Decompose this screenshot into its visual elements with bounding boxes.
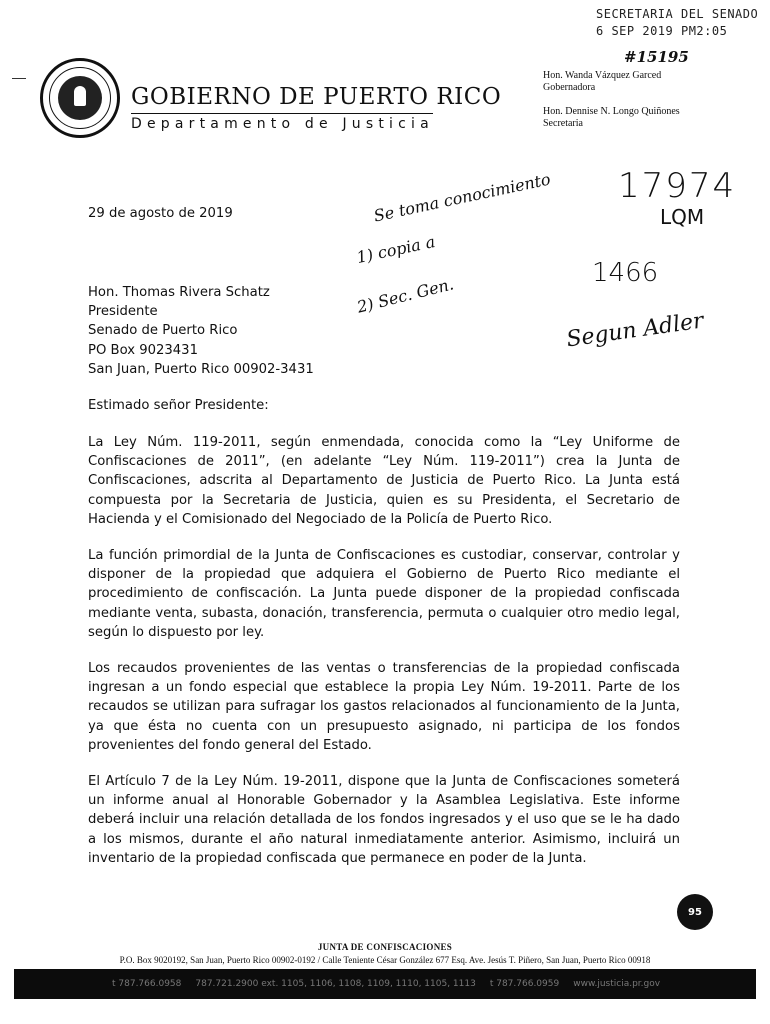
- official-name: Hon. Dennise N. Longo Quiñones: [543, 106, 680, 117]
- government-seal: [40, 58, 120, 138]
- footer-phone: t 787.766.0958: [112, 979, 182, 989]
- body-paragraph: El Artículo 7 de la Ley Núm. 19-2011, dispone que la Junta de Confiscaciones someterá un informe anual al Honorable Gobernador y la Asamblea Legislativa. Este informe deberá incluir una relación detallada de los fondos ingresados y el uso que se le ha dado a los mismos, durante el año natural inmediatamente anterior. Asimismo, incluirá un inventario de la propiedad confiscada que permanece en poder de la Junta.: [88, 774, 680, 866]
- recipient-line: Senado de Puerto Rico: [88, 323, 238, 339]
- footer-title: JUNTA DE CONFISCACIONES: [317, 942, 453, 952]
- letter-date: 29 de agosto de 2019: [88, 206, 233, 221]
- footer-address: P.O. Box 9020192, San Juan, Puerto Rico 00902-0192 / Calle Teniente César González 677 Esq. Ave. Jesús T. Piñero, San Juan, Puerto Rico 00918: [119, 955, 651, 965]
- footer-fax: 787.721.2900 ext. 1105, 1106, 1108, 1109, 1110, 1105, 1113: [195, 979, 476, 989]
- recipient-line: Presidente: [88, 304, 158, 320]
- body-paragraph: Los recaudos provenientes de las ventas o transferencias de la propiedad confiscada ingresan a un fondo especial que establece la propia Ley Núm. 19-2011. Parte de los recaudos se utilizan para sufragar los gastos relacionados al funcionamiento de la Junta, ya que ésta no cuenta con un presupuesto asignado, ni participa de los fondos provenientes del fondo general del Estado.: [88, 661, 680, 753]
- handwritten-number: 1466: [592, 258, 659, 288]
- department-name: Departamento de Justicia: [131, 116, 434, 132]
- seal-emblem-icon: [58, 76, 102, 120]
- received-stamp: [596, 6, 758, 40]
- recipient-line: San Juan, Puerto Rico 00902-3431: [88, 361, 314, 377]
- handwritten-note: 2) Sec. Gen.: [355, 274, 456, 317]
- officials-block: [543, 70, 680, 130]
- recipient-line: Hon. Thomas Rivera Schatz: [88, 285, 270, 300]
- official-role: Gobernadora: [543, 82, 596, 93]
- handwritten-initials: LQM: [660, 205, 705, 229]
- body-paragraph: La Ley Núm. 119-2011, según enmendada, conocida como la “Ley Uniforme de Confiscaciones de 2011”, (en adelante “Ley Núm. 119-2011”) crea la Junta de Confiscaciones, adscrita al Departamento de Justicia de Puerto Rico. La Junta está compuesta por la Secretaria de Justicia, quien es su Presidenta, el Secretario de Hacienda y el Comisionado del Negociado de la Policía de Puerto Rico.: [88, 435, 680, 527]
- stamp-date: 6 SEP 2019 PM2:05: [596, 24, 728, 38]
- footer-phone-2: t 787.766.0959: [489, 979, 560, 989]
- stamp-office: SECRETARIA DEL SENADO: [596, 7, 759, 21]
- handwritten-note: Segun Adler: [564, 308, 706, 353]
- official-role: Secretaria: [543, 118, 583, 129]
- handwritten-number: 17974: [618, 166, 737, 206]
- footer-contact-bar: [14, 969, 756, 999]
- stamp-number: #15195: [624, 48, 689, 66]
- recipient-address: [88, 283, 314, 379]
- handwritten-note: 1) copia a: [354, 231, 437, 268]
- recipient-line: PO Box 9023431: [88, 342, 198, 358]
- page-number-badge: 95: [677, 894, 713, 930]
- header-rule: [131, 113, 433, 114]
- salutation: Estimado señor Presidente:: [88, 398, 269, 413]
- handwritten-note: Se toma conocimiento: [371, 169, 553, 226]
- org-title: GOBIERNO DE PUERTO RICO: [131, 84, 502, 110]
- body-paragraph: La función primordial de la Junta de Confiscaciones es custodiar, conservar, controlar y disponer de la propiedad que adquiera el Gobierno de Puerto Rico mediante el procedimiento de confiscación. La Junta puede disponer de la propiedad confiscada mediante venta, subasta, donación, transferencia, permuta o cualquier otro medio legal, según lo dispuesto por ley.: [88, 548, 680, 640]
- scan-mark: [12, 78, 26, 79]
- footer-website: www.justicia.pr.gov: [573, 979, 661, 989]
- official-name: Hon. Wanda Vázquez Garced: [543, 70, 662, 81]
